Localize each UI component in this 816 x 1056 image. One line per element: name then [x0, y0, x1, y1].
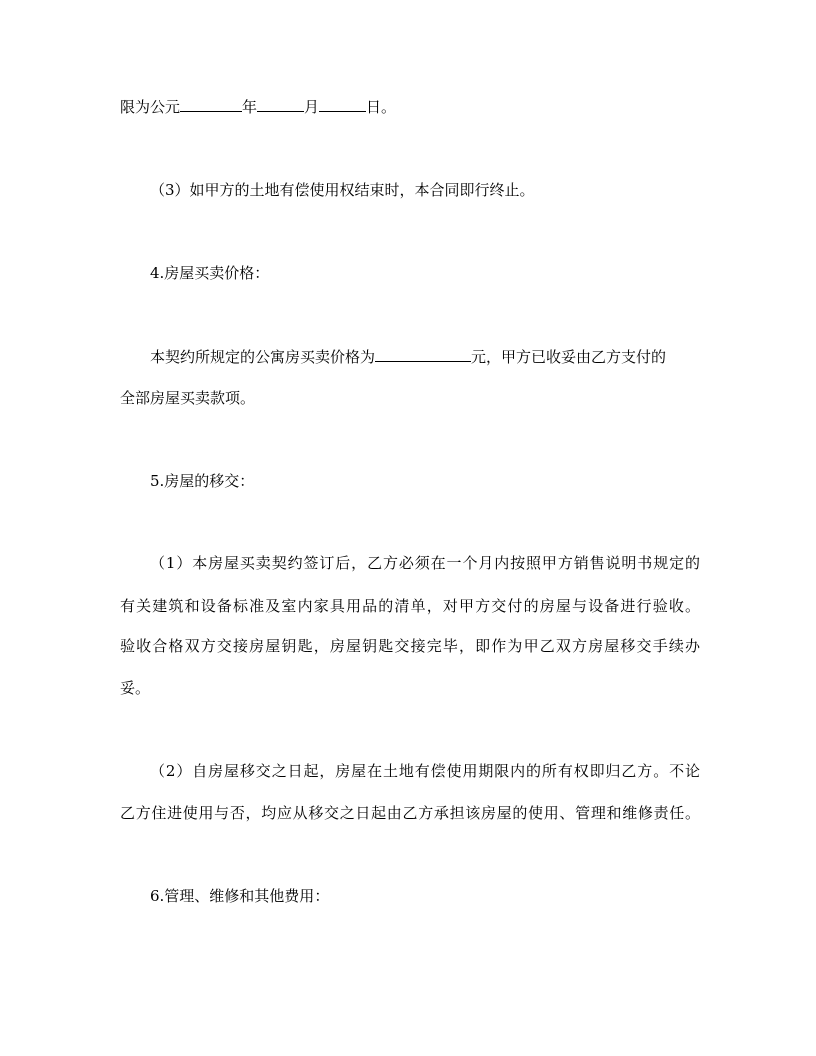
clause-5-2-line-1: （2）自房屋移交之日起，房屋在土地有偿使用期限内的所有权即归乙方。不论: [150, 762, 700, 780]
section-5-heading: 5.房屋的移交：: [150, 472, 255, 490]
day-label: 日。: [366, 98, 397, 116]
year-label: 年: [242, 98, 258, 116]
price-line-2: 全部房屋买卖款项。: [120, 389, 256, 407]
price-line: [150, 346, 700, 366]
clause-5-1-line-2: 有关建筑和设备标准及室内家具用品的清单，对甲方交付的房屋与设备进行验收。: [120, 597, 700, 615]
date-prefix: 限为公元: [120, 98, 181, 116]
clause-5-1-line-1: （1）本房屋买卖契约签订后，乙方必须在一个月内按照甲方销售说明书规定的: [150, 554, 700, 572]
clause-3-3: （3）如甲方的土地有偿使用权结束时，本合同即行终止。: [150, 181, 535, 199]
section-4-heading: 4.房屋买卖价格：: [150, 264, 270, 282]
clause-5-1-line-4: 妥。: [120, 679, 151, 697]
clause-5-2-line-2: 乙方住进使用与否，均应从移交之日起由乙方承担该房屋的使用、管理和维修责任。: [120, 804, 700, 822]
year-blank: [180, 96, 242, 112]
date-limit-line: [120, 96, 700, 116]
clause-5-1-line-3: 验收合格双方交接房屋钥匙，房屋钥匙交接完毕，即作为甲乙双方房屋移交手续办: [120, 637, 700, 655]
section-6-heading: 6.管理、维修和其他费用：: [150, 887, 330, 905]
day-blank: [319, 96, 366, 112]
price-text-after: 元，甲方已收妥由乙方支付的: [471, 348, 667, 366]
price-text-before: 本契约所规定的公寓房买卖价格为: [150, 348, 376, 366]
month-blank: [257, 96, 304, 112]
month-label: 月: [304, 98, 320, 116]
price-blank: [375, 346, 471, 362]
